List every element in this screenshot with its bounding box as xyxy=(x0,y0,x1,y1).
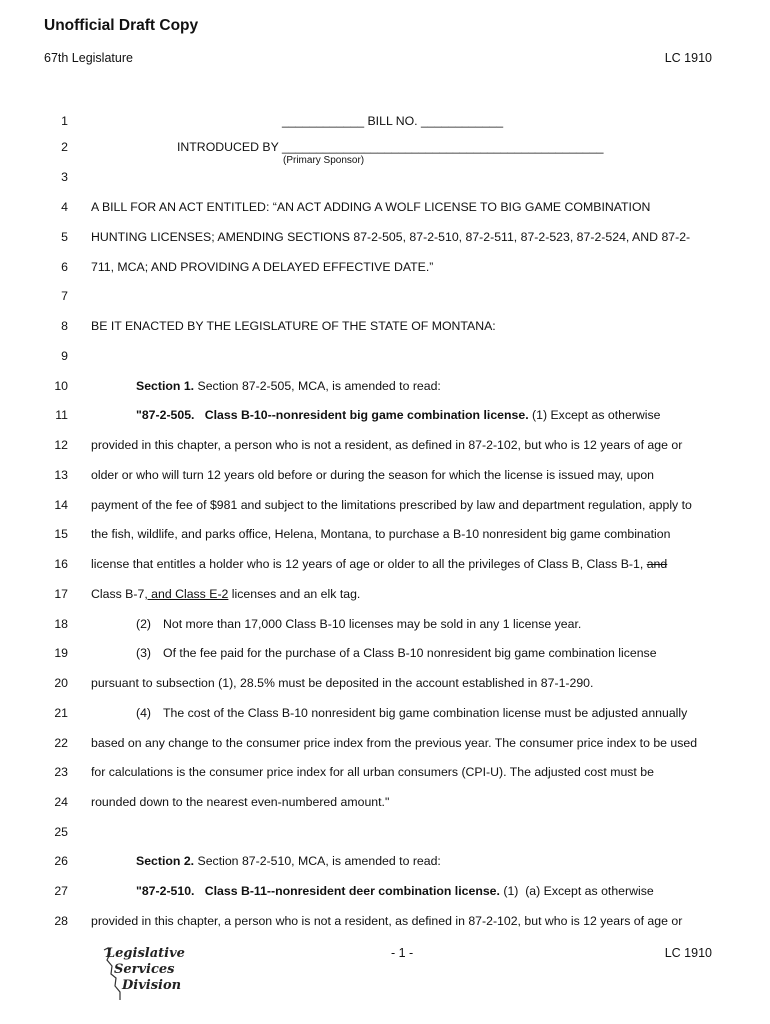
body-text: based on any change to the consumer price index from the previous year. The consumer price index to be used xyxy=(91,736,698,750)
line-6 xyxy=(0,258,770,276)
line-number: 22 xyxy=(54,736,68,750)
bill-title-text: HUNTING LICENSES; AMENDING SECTIONS 87-2-505, 87-2-510, 87-2-511, 87-2-523, 87-2-524, AND 87-2- xyxy=(91,230,691,244)
line-1 xyxy=(0,112,770,130)
bill-title-text: 711, MCA; AND PROVIDING A DELAYED EFFECTIVE DATE.” xyxy=(91,260,434,274)
line-4 xyxy=(0,198,770,216)
line-number: 6 xyxy=(61,260,68,274)
lc-number-header: LC 1910 xyxy=(664,51,712,65)
line-number: 8 xyxy=(61,319,68,333)
line-21 xyxy=(0,704,770,722)
line-number: 18 xyxy=(54,617,68,631)
line-number: 12 xyxy=(54,438,68,452)
line-20 xyxy=(0,674,770,692)
line-number: 11 xyxy=(55,408,68,422)
line-number: 13 xyxy=(54,468,68,482)
line-27 xyxy=(0,882,770,900)
body-text: payment of the fee of $981 and subject to the limitations prescribed by law and department regulation, apply to xyxy=(91,498,692,512)
line-number: 17 xyxy=(54,587,68,601)
line-7 xyxy=(0,287,770,305)
legislature-label: 67th Legislature xyxy=(44,51,133,65)
body-text: provided in this chapter, a person who is not a resident, as defined in 87-2-102, but who is 12 years of age or xyxy=(91,914,683,928)
struck-text: and xyxy=(646,557,668,571)
line-24 xyxy=(0,793,770,811)
line-number: 28 xyxy=(54,914,68,928)
line-26 xyxy=(0,852,770,870)
line-number: 27 xyxy=(54,884,68,898)
document-title: Unofficial Draft Copy xyxy=(44,17,199,34)
line-number: 19 xyxy=(54,646,68,660)
enacting-clause: BE IT ENACTED BY THE LEGISLATURE OF THE STATE OF MONTANA: xyxy=(91,319,496,333)
line-25 xyxy=(0,823,770,841)
lc-number-footer: LC 1910 xyxy=(664,946,712,960)
body-text: older or who will turn 12 years old before or during the season for which the license is issued may, upon xyxy=(91,468,654,482)
line-number: 5 xyxy=(61,230,68,244)
bill-title-text: A BILL FOR AN ACT ENTITLED: “AN ACT ADDING A WOLF LICENSE TO BIG GAME COMBINATION xyxy=(91,200,651,214)
body-text: pursuant to subsection (1), 28.5% must be deposited in the account established in 87-1-290. xyxy=(91,676,594,690)
body-text: Class B-7, and Class E-2 licenses and an elk tag. xyxy=(91,587,361,601)
line-14 xyxy=(0,496,770,514)
section-heading: Section 2. Section 87-2-510, MCA, is amended to read: xyxy=(136,854,441,868)
line-number: 9 xyxy=(61,349,68,363)
legislative-services-division-logo: Legislative Services Division xyxy=(100,944,190,1002)
line-number: 23 xyxy=(54,765,68,779)
line-8 xyxy=(0,317,770,335)
line-number: 26 xyxy=(54,854,68,868)
line-3 xyxy=(0,168,770,186)
line-number: 25 xyxy=(54,825,68,839)
line-10 xyxy=(0,377,770,395)
line-number: 14 xyxy=(54,498,68,512)
body-text: (4) The cost of the Class B-10 nonresident big game combination license must be adjusted annually xyxy=(136,706,688,720)
line-number: 21 xyxy=(54,706,68,720)
body-text: the fish, wildlife, and parks office, Helena, Montana, to purchase a B-10 nonresident big game combination xyxy=(91,527,671,541)
inserted-text: , and Class E-2 xyxy=(144,587,229,601)
body-text: (3) Of the fee paid for the purchase of a Class B-10 nonresident big game combination license xyxy=(136,646,657,660)
line-17 xyxy=(0,585,770,603)
line-number: 3 xyxy=(61,170,68,184)
line-number: 1 xyxy=(61,114,68,128)
page-number: - 1 - xyxy=(391,946,414,960)
line-number: 16 xyxy=(54,557,68,571)
line-11 xyxy=(0,406,770,424)
body-text: license that entitles a holder who is 12 years of age or older to all the privileges of Class B, Class B-1, and xyxy=(91,557,668,571)
line-9 xyxy=(0,347,770,365)
body-text: rounded down to the nearest even-numbered amount." xyxy=(91,795,390,809)
line-12 xyxy=(0,436,770,454)
statute-heading: "87-2-505. Class B-10--nonresident big game combination license. (1) Except as otherwise xyxy=(136,408,661,422)
line-19 xyxy=(0,644,770,662)
line-16 xyxy=(0,555,770,573)
bill-number-line: ____________ BILL NO. ____________ xyxy=(282,114,504,128)
line-number: 2 xyxy=(61,140,68,154)
line-number: 10 xyxy=(54,379,68,393)
line-13 xyxy=(0,466,770,484)
line-23 xyxy=(0,763,770,781)
statute-heading: "87-2-510. Class B-11--nonresident deer combination license. (1) (a) Except as otherwise xyxy=(136,884,654,898)
line-28 xyxy=(0,912,770,930)
line-15 xyxy=(0,525,770,543)
line-number: 15 xyxy=(54,527,68,541)
line-number: 20 xyxy=(54,676,68,690)
body-text: for calculations is the consumer price index for all urban consumers (CPI-U). The adjusted cost must be xyxy=(91,765,654,779)
line-2 xyxy=(0,138,770,156)
line-number: 4 xyxy=(61,200,68,214)
line-22 xyxy=(0,734,770,752)
primary-sponsor-label: (Primary Sponsor) xyxy=(283,155,365,166)
body-text: provided in this chapter, a person who is not a resident, as defined in 87-2-102, but who is 12 years of age or xyxy=(91,438,683,452)
section-heading: Section 1. Section 87-2-505, MCA, is amended to read: xyxy=(136,379,441,393)
body-text: (2) Not more than 17,000 Class B-10 licenses may be sold in any 1 license year. xyxy=(136,617,582,631)
line-18 xyxy=(0,615,770,633)
line-number: 24 xyxy=(54,795,68,809)
line-5 xyxy=(0,228,770,246)
line-number: 7 xyxy=(61,289,68,303)
introduced-by-line: INTRODUCED BY _______________________________________________ xyxy=(177,140,604,154)
